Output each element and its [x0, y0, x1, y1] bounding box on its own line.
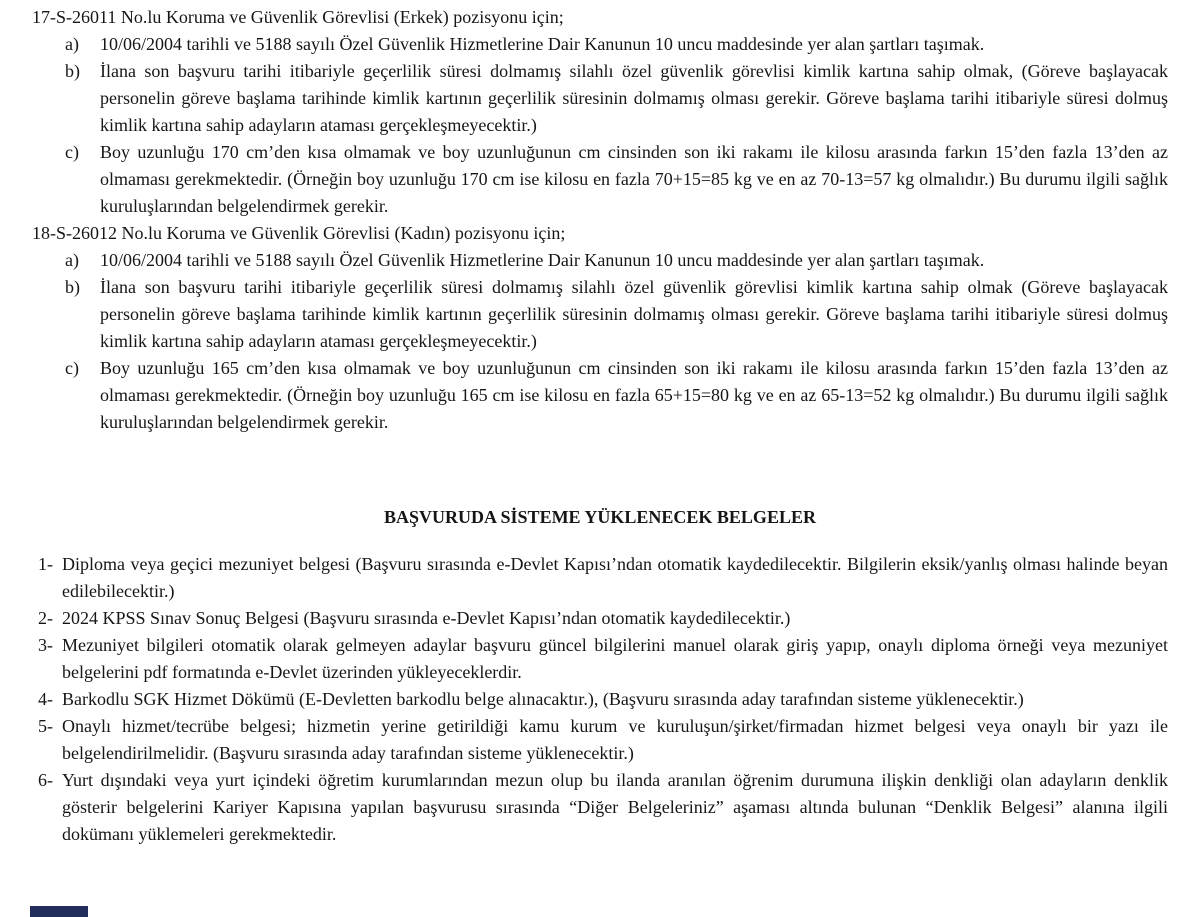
item-text: Barkodlu SGK Hizmet Dökümü (E-Devletten barkodlu belge alınacaktır.), (Başvuru sırasında aday tarafından sisteme yüklenecektir.): [62, 689, 1024, 709]
item-number-label: 6-: [38, 770, 53, 790]
item-letter-label: c): [65, 358, 79, 378]
documents-section-title: BAŞVURUDA SİSTEME YÜKLENECEK BELGELER: [384, 507, 816, 527]
item-text: 10/06/2004 tarihli ve 5188 sayılı Özel Güvenlik Hizmetlerine Dair Kanunun 10 uncu maddesinde yer alan şartları taşımak.: [100, 34, 985, 54]
position-17-header: 17-S-26011 No.lu Koruma ve Güvenlik Görevlisi (Erkek) pozisyonu için;: [32, 7, 564, 27]
item-text: 2024 KPSS Sınav Sonuç Belgesi (Başvuru sırasında e-Devlet Kapısı’ndan otomatik kaydedilecektir.): [62, 608, 791, 628]
item-letter-label: c): [65, 142, 79, 162]
document-item-2: [32, 605, 1168, 632]
item-text: Onaylı hizmet/tecrübe belgesi; hizmetin yerine getirildiği kamu kurum ve kuruluşun/şirket/firmadan hizmet belgesi veya onaylı bir yazı ile belgelendirilmelidir. (Başvuru sırasında aday tarafından sisteme yüklenecektir.): [62, 716, 1168, 763]
item-letter-label: b): [65, 61, 80, 81]
documents-list: [32, 551, 1168, 848]
position-17-item-b: [32, 58, 1168, 139]
item-text: Diploma veya geçici mezuniyet belgesi (Başvuru sırasında e-Devlet Kapısı’ndan otomatik kaydedilecektir. Bilgilerin eksik/yanlış olması halinde beyan edilebilecektir.): [62, 554, 1168, 601]
item-number-label: 2-: [38, 608, 53, 628]
document-item-6: [32, 767, 1168, 848]
item-text: Yurt dışındaki veya yurt içindeki öğretim kurumlarından mezun olup bu ilanda aranılan öğrenim durumuna ilişkin denkliği olan adayların denklik gösterir belgelerini Kariyer Kapısına yapılan başvurusu sırasında “Diğer Belgeleriniz” aşaması altında bulunan “Denklik Belgesi” alanına ilgili dokümanı yüklemeleri gerekmektedir.: [62, 770, 1168, 844]
position-section-18: [32, 220, 1168, 436]
item-text: İlana son başvuru tarihi itibariyle geçerlilik süresi dolmamış silahlı özel güvenlik görevlisi kimlik kartına sahip olmak (Göreve başlayacak personelin göreve başlama tarihinde kimlik kartının geçerlilik süresinin dolmamış olması gerekir. Göreve başlama tarihi itibariyle süresi dolmuş kimlik kartına sahip adayların ataması gerçekleşmeyecektir.): [100, 277, 1168, 351]
item-text: 10/06/2004 tarihli ve 5188 sayılı Özel Güvenlik Hizmetlerine Dair Kanunun 10 uncu maddesinde yer alan şartları taşımak.: [100, 250, 985, 270]
document-item-4: [32, 686, 1168, 713]
document-item-3: [32, 632, 1168, 686]
item-letter-label: a): [65, 250, 79, 270]
item-number-label: 1-: [38, 554, 53, 574]
position-section-17: [32, 4, 1168, 220]
document-item-5: [32, 713, 1168, 767]
footer-bar: [30, 906, 88, 917]
item-text: Mezuniyet bilgileri otomatik olarak gelmeyen adaylar başvuru güncel bilgilerini manuel olarak giriş yapıp, onaylı diploma örneği veya mezuniyet belgelerini pdf formatında e-Devlet üzerinden yükleyeceklerdir.: [62, 635, 1168, 682]
item-text: İlana son başvuru tarihi itibariyle geçerlilik süresi dolmamış silahlı özel güvenlik görevlisi kimlik kartına sahip olmak, (Göreve başlayacak personelin göreve başlama tarihinde kimlik kartının geçerlilik süresinin dolmamış olması gerekir. Göreve başlama tarihi itibariyle süresi dolmuş kimlik kartına sahip adayların ataması gerçekleşmeyecektir.): [100, 61, 1168, 135]
item-text: Boy uzunluğu 165 cm’den kısa olmamak ve boy uzunluğunun cm cinsinden son iki rakamı ile kilosu arasında farkın 15’den fazla 13’den az olmaması gerekmektedir. (Örneğin boy uzunluğu 165 cm ise kilosu en fazla 65+15=80 kg ve en az 65-13=52 kg olmalıdır.) Bu durumu ilgili sağlık kuruluşlarından belgelendirmek gerekir.: [100, 358, 1168, 432]
item-letter-label: a): [65, 34, 79, 54]
item-number-label: 4-: [38, 689, 53, 709]
position-18-item-a: [32, 247, 1168, 274]
position-18-header: 18-S-26012 No.lu Koruma ve Güvenlik Görevlisi (Kadın) pozisyonu için;: [32, 223, 566, 243]
document-item-1: [32, 551, 1168, 605]
position-18-item-c: [32, 355, 1168, 436]
item-letter-label: b): [65, 277, 80, 297]
position-17-item-c: [32, 139, 1168, 220]
position-18-item-b: [32, 274, 1168, 355]
item-number-label: 5-: [38, 716, 53, 736]
position-17-item-a: [32, 31, 1168, 58]
item-number-label: 3-: [38, 635, 53, 655]
item-text: Boy uzunluğu 170 cm’den kısa olmamak ve boy uzunluğunun cm cinsinden son iki rakamı ile kilosu arasında farkın 15’den fazla 13’den az olmaması gerekmektedir. (Örneğin boy uzunluğu 170 cm ise kilosu en fazla 70+15=85 kg ve en az 70-13=57 kg olmalıdır.) Bu durumu ilgili sağlık kuruluşlarından belgelendirmek gerekir.: [100, 142, 1168, 216]
